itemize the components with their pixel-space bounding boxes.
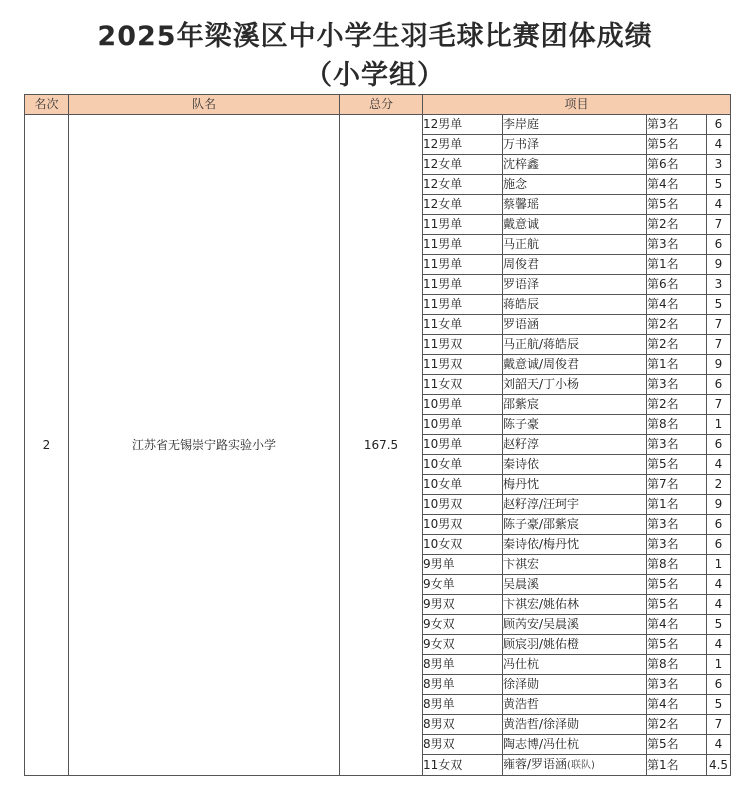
points-cell: 6 <box>707 115 731 135</box>
event-cell: 11男双 <box>423 355 503 375</box>
points-cell: 4 <box>707 735 731 755</box>
event-cell: 11男单 <box>423 215 503 235</box>
event-cell: 12女单 <box>423 155 503 175</box>
player-cell: 顾芮安/吴晨溪 <box>503 615 647 635</box>
table-header-row <box>25 95 731 115</box>
player-cell: 赵籽淳/汪珂宇 <box>503 495 647 515</box>
header-total: 总分 <box>340 95 423 115</box>
place-cell: 第1名 <box>647 495 707 515</box>
place-cell: 第6名 <box>647 155 707 175</box>
place-cell: 第2名 <box>647 315 707 335</box>
points-cell: 4 <box>707 595 731 615</box>
event-cell: 8男双 <box>423 735 503 755</box>
points-cell: 1 <box>707 415 731 435</box>
points-cell: 3 <box>707 275 731 295</box>
rank-cell: 2 <box>25 115 69 776</box>
place-cell: 第8名 <box>647 415 707 435</box>
player-cell: 马正航/蒋皓辰 <box>503 335 647 355</box>
place-cell: 第4名 <box>647 175 707 195</box>
place-cell: 第3名 <box>647 435 707 455</box>
player-cell: 秦诗依 <box>503 455 647 475</box>
event-cell: 9女单 <box>423 575 503 595</box>
player-cell: 罗语泽 <box>503 275 647 295</box>
player-cell: 吴晨溪 <box>503 575 647 595</box>
points-cell: 4 <box>707 195 731 215</box>
player-cell: 邵紫宸 <box>503 395 647 415</box>
points-cell: 4.5 <box>707 755 731 776</box>
event-cell: 10女单 <box>423 455 503 475</box>
points-cell: 7 <box>707 335 731 355</box>
event-cell: 9女双 <box>423 615 503 635</box>
page-subtitle: （小学组） <box>305 60 445 91</box>
event-cell: 10男双 <box>423 495 503 515</box>
points-cell: 6 <box>707 235 731 255</box>
joint-team-tag: (联队) <box>567 760 595 771</box>
points-cell: 7 <box>707 395 731 415</box>
player-names: 雍蓉/罗语涵 <box>503 757 568 771</box>
place-cell: 第4名 <box>647 295 707 315</box>
event-cell: 11男双 <box>423 335 503 355</box>
player-cell <box>503 755 647 776</box>
player-cell: 卞祺宏 <box>503 555 647 575</box>
player-cell: 沈梓鑫 <box>503 155 647 175</box>
place-cell: 第6名 <box>647 275 707 295</box>
points-cell: 5 <box>707 295 731 315</box>
player-cell: 蔡馨瑶 <box>503 195 647 215</box>
player-cell: 顾宸羽/姚佑橙 <box>503 635 647 655</box>
event-cell: 12女单 <box>423 195 503 215</box>
place-cell: 第5名 <box>647 575 707 595</box>
event-cell: 11女双 <box>423 755 503 776</box>
points-cell: 5 <box>707 615 731 635</box>
event-cell: 10男双 <box>423 515 503 535</box>
event-cell: 12男单 <box>423 115 503 135</box>
header-items: 项目 <box>423 95 731 115</box>
place-cell: 第5名 <box>647 595 707 615</box>
place-cell: 第3名 <box>647 115 707 135</box>
points-cell: 4 <box>707 135 731 155</box>
event-cell: 10男单 <box>423 435 503 455</box>
event-cell: 8男单 <box>423 695 503 715</box>
event-cell: 12男单 <box>423 135 503 155</box>
results-table <box>24 94 731 776</box>
place-cell: 第2名 <box>647 395 707 415</box>
place-cell: 第3名 <box>647 515 707 535</box>
player-cell: 陈子豪 <box>503 415 647 435</box>
event-cell: 11男单 <box>423 255 503 275</box>
points-cell: 6 <box>707 435 731 455</box>
event-cell: 11女单 <box>423 315 503 335</box>
player-cell: 梅丹忱 <box>503 475 647 495</box>
place-cell: 第8名 <box>647 555 707 575</box>
points-cell: 7 <box>707 315 731 335</box>
header-team: 队名 <box>69 95 340 115</box>
points-cell: 2 <box>707 475 731 495</box>
place-cell: 第3名 <box>647 675 707 695</box>
player-cell: 周俊君 <box>503 255 647 275</box>
player-cell: 秦诗依/梅丹忱 <box>503 535 647 555</box>
player-cell: 施念 <box>503 175 647 195</box>
place-cell: 第3名 <box>647 535 707 555</box>
player-cell: 赵籽淳 <box>503 435 647 455</box>
place-cell: 第1名 <box>647 755 707 776</box>
player-cell: 冯仕杭 <box>503 655 647 675</box>
event-cell: 8男单 <box>423 655 503 675</box>
player-cell: 万书泽 <box>503 135 647 155</box>
event-cell: 12女单 <box>423 175 503 195</box>
player-cell: 黄浩哲 <box>503 695 647 715</box>
player-cell: 戴意诚/周俊君 <box>503 355 647 375</box>
event-cell: 9男双 <box>423 595 503 615</box>
points-cell: 6 <box>707 675 731 695</box>
points-cell: 6 <box>707 515 731 535</box>
points-cell: 7 <box>707 715 731 735</box>
player-cell: 黄浩哲/徐泽勋 <box>503 715 647 735</box>
header-rank: 名次 <box>25 95 69 115</box>
player-cell: 李岸庭 <box>503 115 647 135</box>
points-cell: 3 <box>707 155 731 175</box>
points-cell: 4 <box>707 635 731 655</box>
player-cell: 徐泽勋 <box>503 675 647 695</box>
event-cell: 10男单 <box>423 395 503 415</box>
place-cell: 第2名 <box>647 335 707 355</box>
place-cell: 第5名 <box>647 455 707 475</box>
place-cell: 第1名 <box>647 255 707 275</box>
player-cell: 刘韶天/丁小杨 <box>503 375 647 395</box>
points-cell: 5 <box>707 175 731 195</box>
place-cell: 第2名 <box>647 215 707 235</box>
place-cell: 第8名 <box>647 655 707 675</box>
place-cell: 第4名 <box>647 695 707 715</box>
event-cell: 8男单 <box>423 675 503 695</box>
place-cell: 第5名 <box>647 735 707 755</box>
event-cell: 8男双 <box>423 715 503 735</box>
points-cell: 1 <box>707 655 731 675</box>
points-cell: 4 <box>707 575 731 595</box>
place-cell: 第5名 <box>647 635 707 655</box>
player-cell: 戴意诚 <box>503 215 647 235</box>
event-cell: 11男单 <box>423 295 503 315</box>
points-cell: 4 <box>707 455 731 475</box>
player-cell: 马正航 <box>503 235 647 255</box>
points-cell: 9 <box>707 355 731 375</box>
event-cell: 10女单 <box>423 475 503 495</box>
points-cell: 7 <box>707 215 731 235</box>
player-cell: 陶志博/冯仕杭 <box>503 735 647 755</box>
place-cell: 第2名 <box>647 715 707 735</box>
player-cell: 卞祺宏/姚佑林 <box>503 595 647 615</box>
points-cell: 9 <box>707 255 731 275</box>
place-cell: 第1名 <box>647 355 707 375</box>
points-cell: 5 <box>707 695 731 715</box>
points-cell: 9 <box>707 495 731 515</box>
table-row <box>25 115 731 135</box>
place-cell: 第4名 <box>647 615 707 635</box>
event-cell: 9男单 <box>423 555 503 575</box>
total-cell: 167.5 <box>340 115 423 776</box>
place-cell: 第5名 <box>647 135 707 155</box>
place-cell: 第3名 <box>647 375 707 395</box>
player-cell: 蒋皓辰 <box>503 295 647 315</box>
place-cell: 第7名 <box>647 475 707 495</box>
player-cell: 陈子豪/邵紫宸 <box>503 515 647 535</box>
team-cell: 江苏省无锡崇宁路实验小学 <box>69 115 340 776</box>
event-cell: 10男单 <box>423 415 503 435</box>
page-title: 2025年梁溪区中小学生羽毛球比赛团体成绩 <box>97 21 653 52</box>
points-cell: 6 <box>707 535 731 555</box>
event-cell: 9女双 <box>423 635 503 655</box>
player-cell: 罗语涵 <box>503 315 647 335</box>
event-cell: 10女双 <box>423 535 503 555</box>
place-cell: 第5名 <box>647 195 707 215</box>
points-cell: 1 <box>707 555 731 575</box>
points-cell: 6 <box>707 375 731 395</box>
event-cell: 11男单 <box>423 275 503 295</box>
place-cell: 第3名 <box>647 235 707 255</box>
event-cell: 11男单 <box>423 235 503 255</box>
event-cell: 11女双 <box>423 375 503 395</box>
